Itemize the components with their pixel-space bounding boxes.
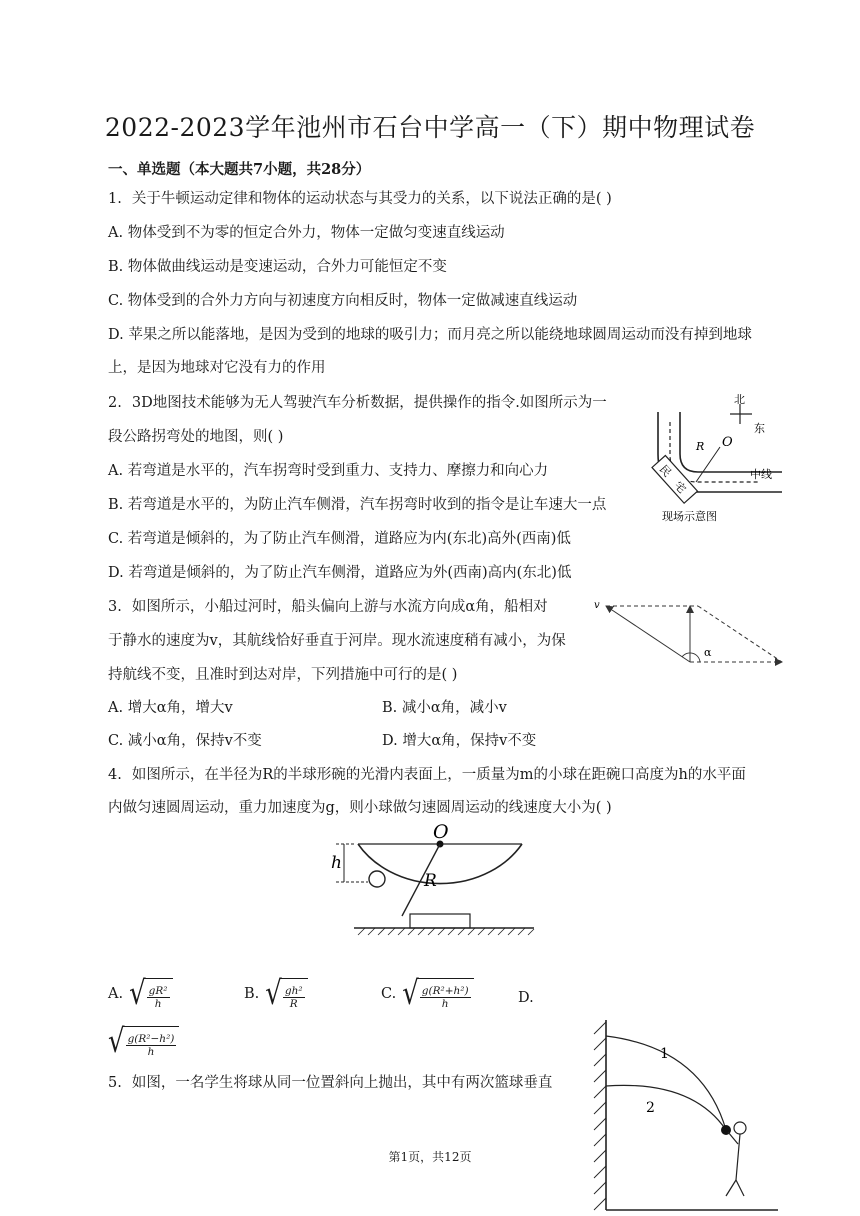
q3-stem-line2: 于静水的速度为v，其航线恰好垂直于河岸。现水流速度稍有减小，为保 bbox=[108, 633, 566, 649]
label-midline: 中线 bbox=[750, 468, 772, 481]
label-path-1: 1 bbox=[660, 1046, 669, 1062]
label-r: R bbox=[696, 440, 705, 453]
sqrt-symbol: √ bbox=[108, 1023, 125, 1061]
q1-option-d-line2: 上，是因为地球对它没有力的作用 bbox=[108, 360, 326, 376]
label-o: O bbox=[433, 822, 449, 843]
student-leg-left bbox=[726, 1180, 736, 1196]
label-h: h bbox=[331, 853, 342, 873]
q3-number: 3. bbox=[108, 599, 122, 615]
label-o: O bbox=[722, 435, 733, 450]
q4-option-d-formula bbox=[108, 1023, 179, 1061]
q1-stem-text: 关于牛顿运动定律和物体的运动状态与其受力的关系，以下说法正确的是( ) bbox=[131, 191, 612, 207]
sqrt-symbol: √ bbox=[129, 975, 146, 1013]
angle-arc bbox=[682, 653, 700, 662]
bowl-stand bbox=[410, 914, 470, 928]
q4-a-denominator: h bbox=[154, 998, 162, 1010]
q4-b-numerator: gh² bbox=[284, 985, 303, 997]
label-path-2: 2 bbox=[646, 1100, 655, 1116]
q5-basketball-figure bbox=[592, 1018, 782, 1216]
q4-option-b-formula bbox=[265, 975, 307, 1013]
q4-option-a bbox=[108, 975, 173, 1013]
q4-c-numerator: g(R²+h²) bbox=[421, 985, 469, 997]
q2-stem-text1: 3D地图技术能够为无人驾驶汽车分析数据，提供操作的指令.如图所示为一 bbox=[131, 395, 607, 411]
q4-a-numerator: gR² bbox=[148, 985, 168, 997]
q5-number: 5. bbox=[108, 1075, 122, 1091]
sqrt-symbol: √ bbox=[402, 975, 419, 1013]
label-v: v bbox=[594, 600, 600, 611]
q4-d-denominator: h bbox=[147, 1046, 155, 1058]
label-alpha: α bbox=[704, 646, 712, 659]
q3-stem-line1 bbox=[108, 597, 548, 617]
q4-number: 4. bbox=[108, 767, 122, 783]
q4-c-denominator: h bbox=[441, 998, 449, 1010]
q2-option-a: A. 若弯道是水平的，汽车拐弯时受到重力、支持力、摩擦力和向心力 bbox=[108, 463, 549, 479]
house-sign bbox=[652, 455, 697, 503]
q4-option-d bbox=[108, 1023, 179, 1061]
student-head bbox=[734, 1122, 746, 1134]
q4-option-c-label: C. bbox=[381, 986, 397, 1002]
q4-bowl-figure bbox=[322, 822, 544, 940]
q5-stem-text1: 如图，一名学生将球从同一位置斜向上抛出，其中有两次篮球垂直 bbox=[131, 1075, 553, 1091]
q2-stem-line2: 段公路拐弯处的地图，则( ) bbox=[108, 429, 284, 445]
q3-stem-text1: 如图所示，小船过河时，船头偏向上游与水流方向成α角，船相对 bbox=[131, 599, 548, 615]
q1-stem bbox=[108, 189, 612, 209]
sqrt-symbol: √ bbox=[265, 975, 282, 1013]
small-ball bbox=[369, 871, 385, 887]
q2-option-d: D. 若弯道是倾斜的，为了防止汽车侧滑，道路应为外(西南)高内(东北)低 bbox=[108, 565, 572, 581]
house-label-1: 民 bbox=[656, 462, 674, 480]
q3-option-c: C. 减小α角，保持v不变 bbox=[108, 733, 262, 749]
figure-caption: 现场示意图 bbox=[662, 510, 717, 523]
q4-option-a-label: A. bbox=[108, 986, 124, 1002]
q4-option-c bbox=[381, 975, 474, 1013]
q4-option-b bbox=[244, 975, 308, 1013]
q2-stem-line1 bbox=[108, 393, 607, 413]
q1-option-d-line1: D. 苹果之所以能落地，是因为受到的地球的吸引力；而月亮之所以能绕地球圆周运动而没有掉到地球 bbox=[108, 327, 752, 343]
house-label-2: 宅 bbox=[671, 478, 689, 496]
q4-option-c-formula bbox=[402, 975, 473, 1013]
compass-east: 东 bbox=[754, 422, 765, 435]
q4-b-denominator: R bbox=[289, 998, 298, 1010]
q1-option-b: B. 物体做曲线运动是变速运动，合外力可能恒定不变 bbox=[108, 259, 447, 275]
q4-option-a-formula bbox=[129, 975, 172, 1013]
boat-velocity-arrow bbox=[606, 606, 690, 662]
q3-option-a: A. 增大α角，增大v bbox=[108, 700, 233, 716]
student-arm bbox=[728, 1132, 738, 1144]
q5-stem-line1 bbox=[108, 1073, 552, 1093]
label-r: R bbox=[424, 871, 437, 891]
section-heading: 一、单选题（本大题共7小题，共28分） bbox=[108, 161, 371, 178]
q1-number: 1. bbox=[108, 191, 122, 207]
q1-option-a: A. 物体受到不为零的恒定合外力，物体一定做匀变速直线运动 bbox=[108, 225, 505, 241]
student-leg-right bbox=[736, 1180, 744, 1196]
q2-number: 2. bbox=[108, 395, 122, 411]
page-title: 2022-2023学年池州市石台中学高一（下）期中物理试卷 bbox=[104, 113, 756, 142]
ground-hatching bbox=[358, 928, 534, 935]
q3-option-d: D. 增大α角，保持v不变 bbox=[382, 733, 537, 749]
q2-option-b: B. 若弯道是水平的，为防止汽车侧滑，汽车拐弯时收到的指令是让车速大一点 bbox=[108, 497, 607, 513]
q3-velocity-figure bbox=[590, 594, 790, 670]
q4-stem-text1: 如图所示，在半径为R的半球形碗的光滑内表面上，一质量为m的小球在距碗口高度为h的水平面 bbox=[131, 767, 746, 783]
q4-stem-line1 bbox=[108, 765, 746, 785]
compass-north: 北 bbox=[734, 393, 745, 406]
q4-d-numerator: g(R²−h²) bbox=[127, 1033, 175, 1045]
q2-road-map-figure bbox=[640, 392, 790, 527]
page-footer: 第1页，共12页 bbox=[388, 1150, 472, 1164]
q3-stem-line3: 持航线不变，且准时到达对岸，下列措施中可行的是( ) bbox=[108, 667, 458, 683]
q2-option-c: C. 若弯道是倾斜的，为了防止汽车侧滑，道路应为内(东北)高外(西南)低 bbox=[108, 531, 571, 547]
q4-option-b-label: B. bbox=[244, 986, 260, 1002]
q3-option-b: B. 减小α角，减小v bbox=[382, 700, 507, 716]
wall-hatching bbox=[594, 1022, 606, 1210]
q1-option-c: C. 物体受到的合外力方向与初速度方向相反时，物体一定做减速直线运动 bbox=[108, 293, 578, 309]
q4-option-d-label: D. bbox=[518, 990, 534, 1006]
q4-stem-line2: 内做匀速圆周运动，重力加速度为g，则小球做匀速圆周运动的线速度大小为( ) bbox=[108, 800, 612, 816]
road-midline bbox=[670, 422, 760, 482]
